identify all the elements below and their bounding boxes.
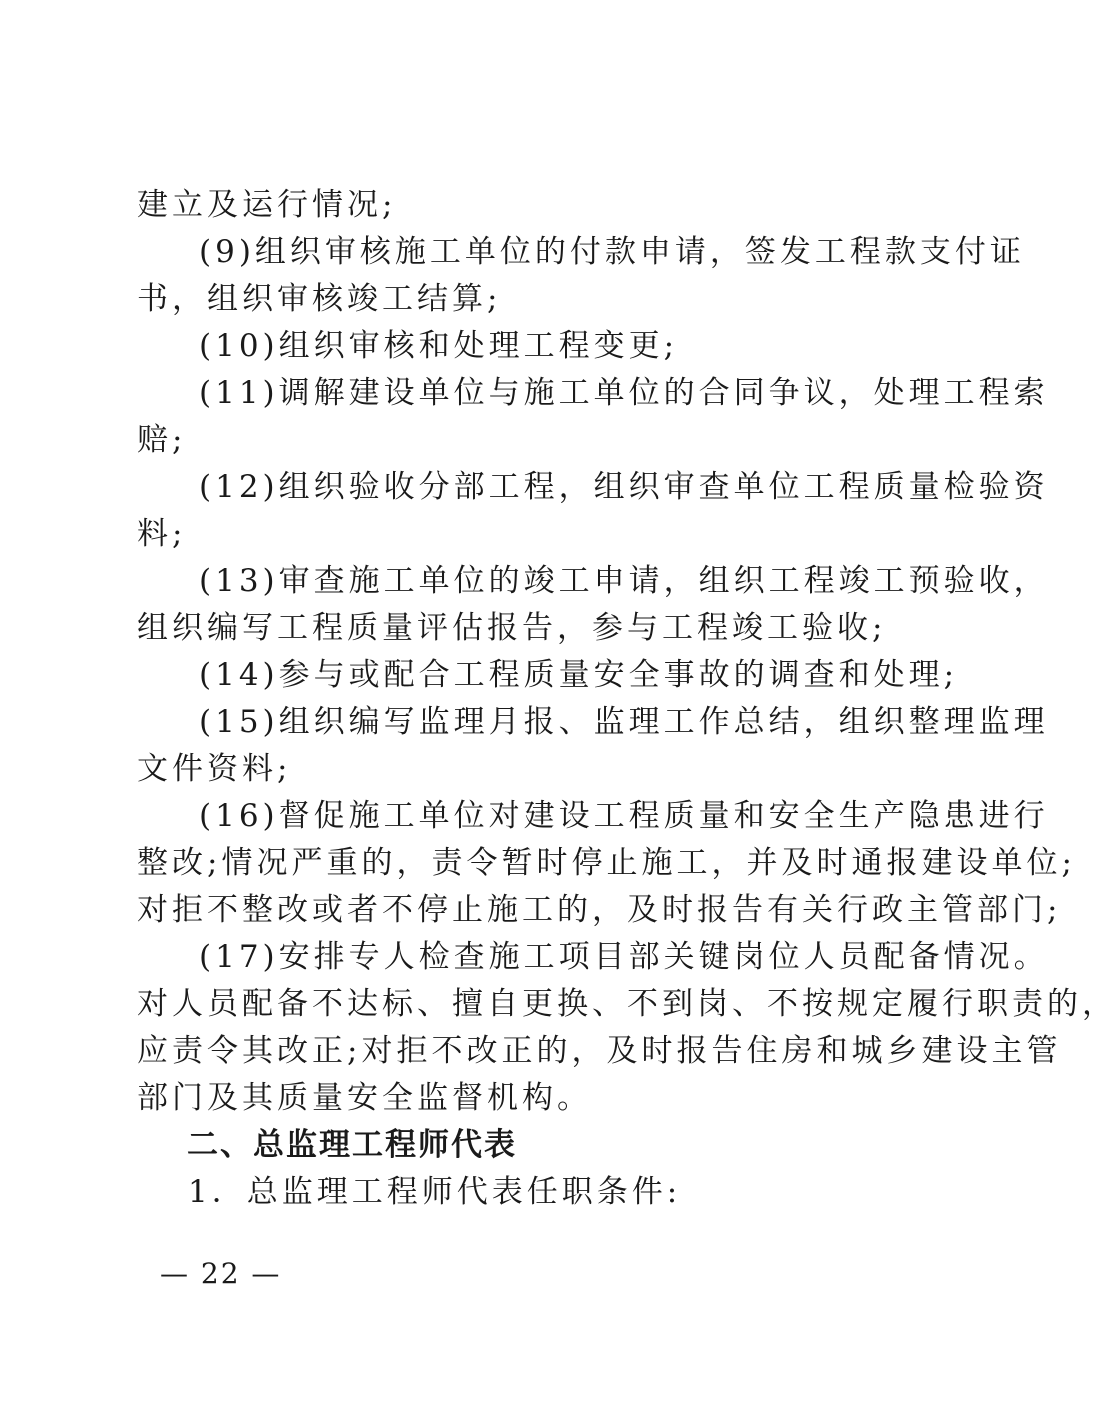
text-line: 整改;情况严重的，责令暂时停止施工，并及时通报建设单位;	[137, 845, 1076, 881]
text-line: (15)组织编写监理月报、监理工作总结，组织整理监理	[199, 704, 1049, 740]
text-line: 建立及运行情况;	[137, 187, 397, 223]
text-line: (16)督促施工单位对建设工程质量和安全生产隐患进行	[199, 798, 1049, 834]
text-line: (17)安排专人检查施工项目部关键岗位人员配备情况。	[199, 939, 1049, 975]
text-line: (9)组织审核施工单位的付款申请，签发工程款支付证	[199, 234, 1025, 270]
text-line: 对拒不整改或者不停止施工的，及时报告有关行政主管部门;	[137, 892, 1062, 928]
text-line: (13)审查施工单位的竣工申请，组织工程竣工预验收，	[199, 563, 1049, 599]
page-number: — 22 —	[160, 1257, 282, 1290]
text-line: (11)调解建设单位与施工单位的合同争议，处理工程索	[199, 375, 1049, 411]
text-line: 赔;	[137, 422, 187, 458]
section-heading: 二、总监理工程师代表	[187, 1127, 517, 1163]
text-line: 组织编写工程质量评估报告，参与工程竣工验收;	[137, 610, 887, 646]
text-line: (12)组织验收分部工程，组织审查单位工程质量检验资	[199, 469, 1049, 505]
text-line: 应责令其改正;对拒不改正的，及时报告住房和城乡建设主管	[137, 1033, 1062, 1069]
text-line: (14)参与或配合工程质量安全事故的调查和处理;	[199, 657, 959, 693]
text-line: 对人员配备不达标、擅自更换、不到岗、不按规定履行职责的，	[137, 986, 1117, 1022]
text-line: 书，组织审核竣工结算;	[137, 281, 502, 317]
text-line: 料;	[137, 516, 187, 552]
text-line: 1．总监理工程师代表任职条件:	[188, 1174, 682, 1210]
text-line: 文件资料;	[137, 751, 292, 787]
text-line: 部门及其质量安全监督机构。	[137, 1080, 592, 1116]
text-line: (10)组织审核和处理工程变更;	[199, 328, 679, 364]
